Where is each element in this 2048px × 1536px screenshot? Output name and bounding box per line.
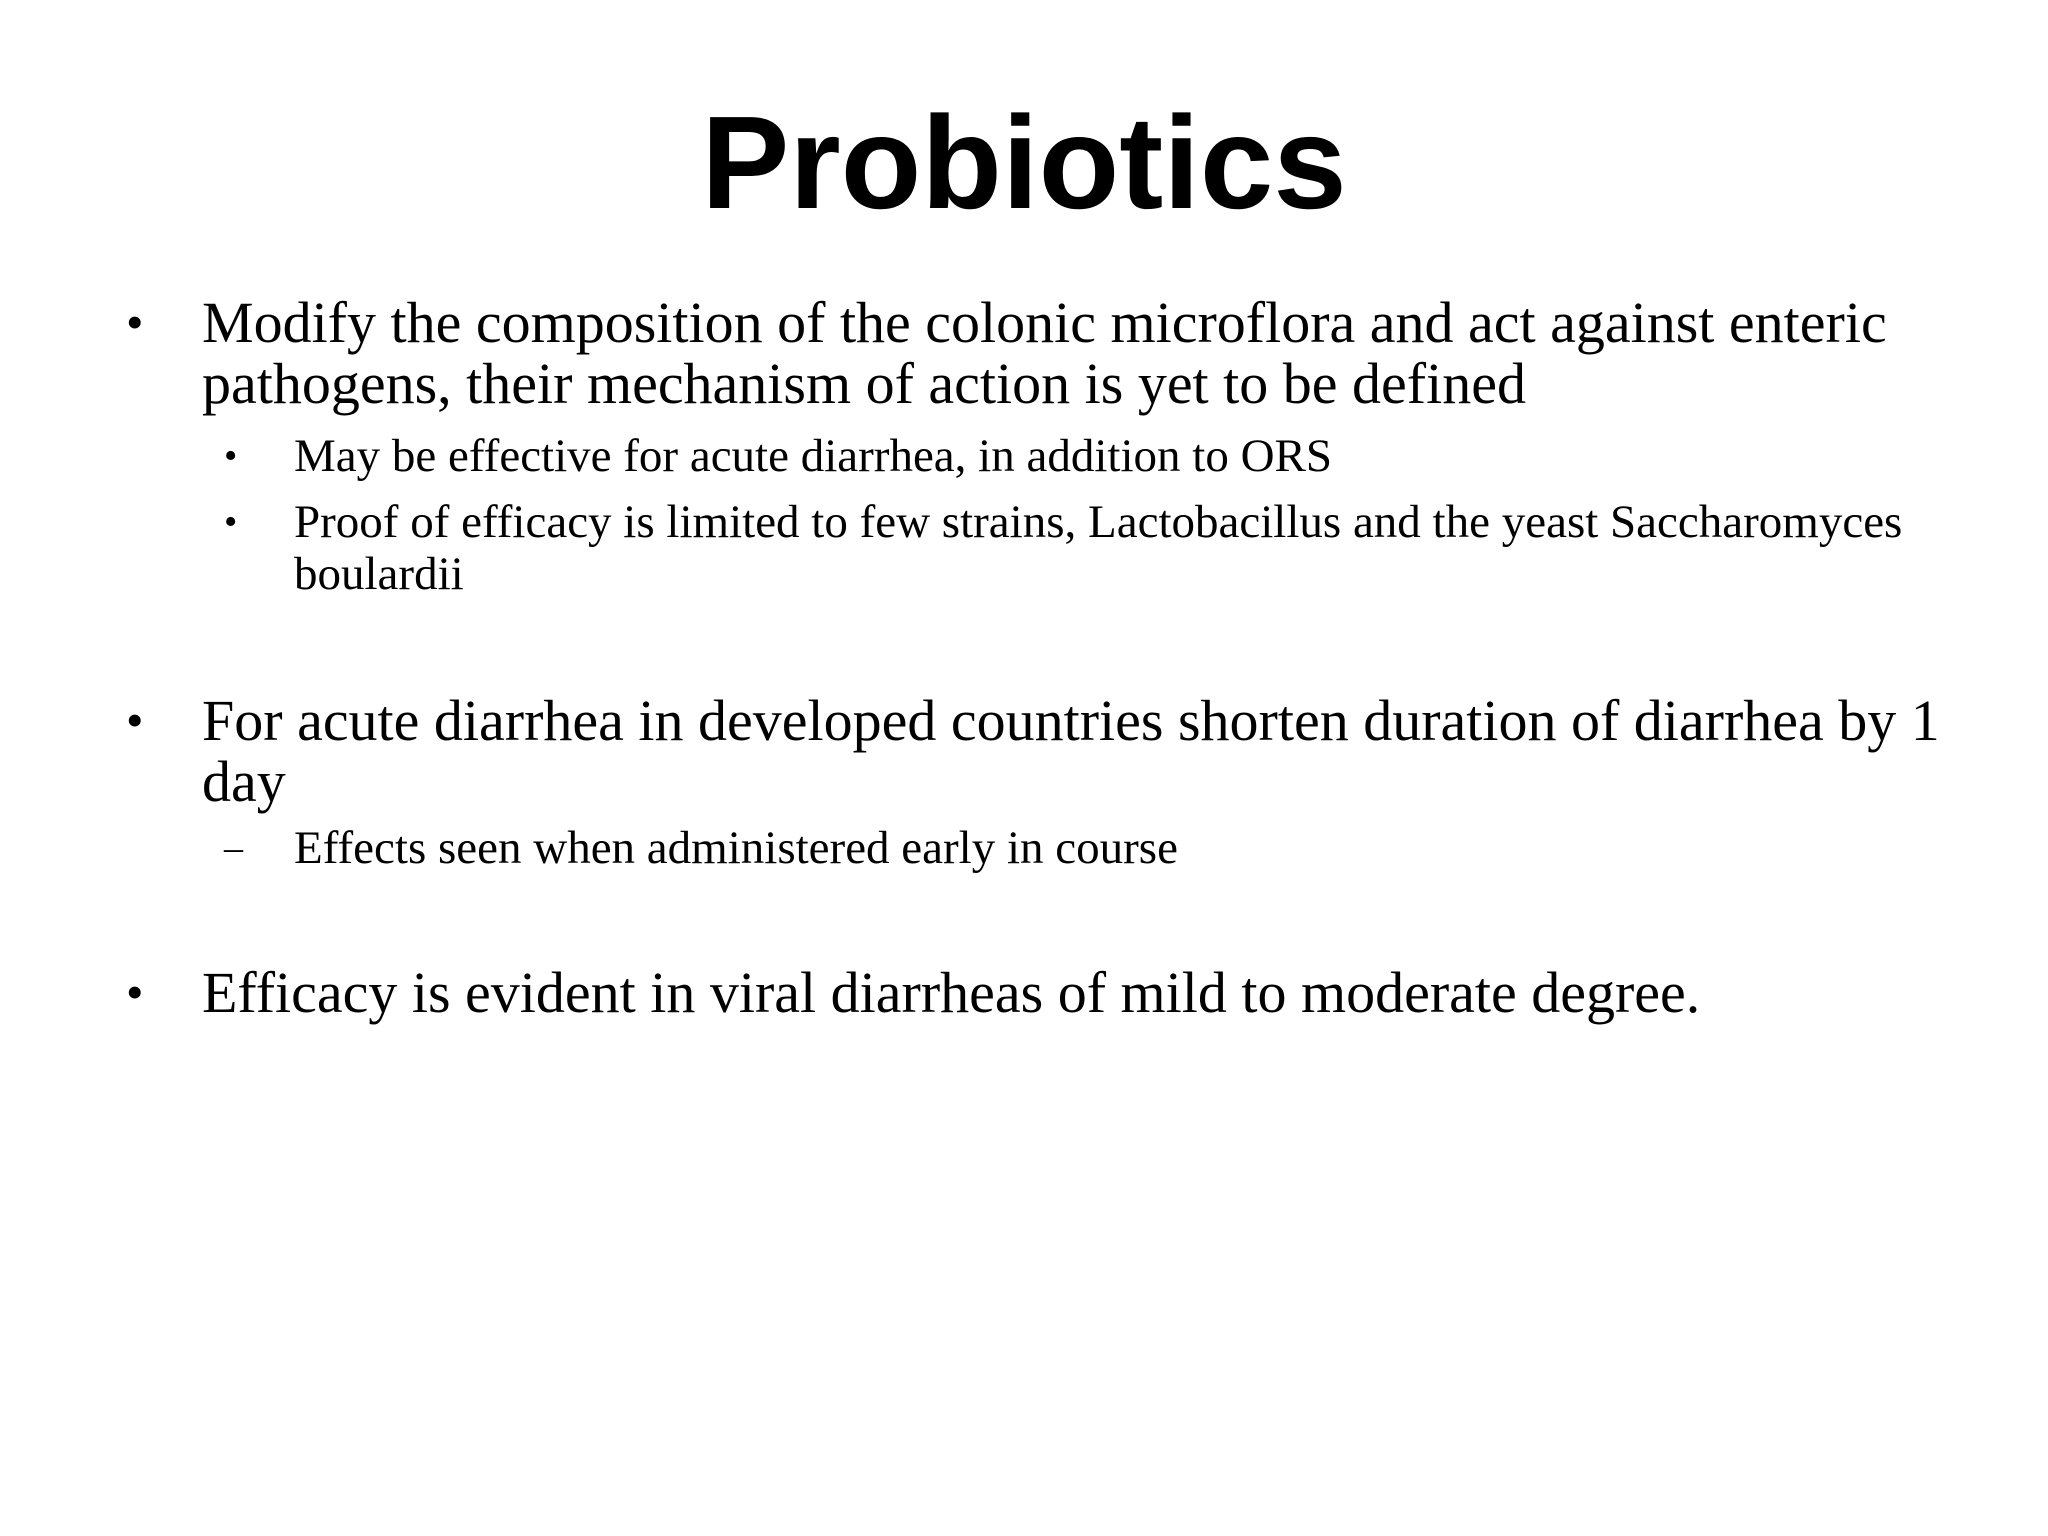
sub-bullet-marker: • — [224, 501, 238, 543]
sub-bullet-item-2-1 — [224, 822, 1994, 874]
bullet-item-1 — [126, 292, 1986, 414]
bullet-marker: • — [126, 692, 144, 748]
bullet-marker: • — [126, 964, 144, 1020]
sub-bullet-text: Effects seen when administered early in course — [294, 822, 1178, 874]
sub-bullet-text: May be effective for acute diarrhea, in addition to ORS — [294, 430, 1332, 482]
sub-bullet-marker: • — [224, 435, 238, 477]
sub-bullet-text: Proof of efficacy is limited to few strains, Lactobacillus and the yeast Saccharomyces boulardii — [294, 496, 1903, 600]
slide-title: Probiotics — [701, 89, 1347, 236]
bullet-item-2 — [126, 690, 1986, 812]
bullet-marker: • — [126, 294, 144, 350]
bullet-text: Efficacy is evident in viral diarrheas of mild to moderate degree. — [202, 960, 1701, 1025]
bullet-text: For acute diarrhea in developed countries shorten duration of diarrhea by 1 day — [202, 688, 1940, 814]
sub-bullet-item-1-2 — [224, 496, 1994, 600]
bullet-item-3 — [126, 962, 1986, 1023]
sub-bullet-marker: – — [224, 827, 243, 869]
sub-bullet-item-1-1 — [224, 430, 1994, 482]
bullet-text: Modify the composition of the colonic microflora and act against enteric pathogens, their mechanism of action is yet to be defined — [202, 290, 1887, 416]
